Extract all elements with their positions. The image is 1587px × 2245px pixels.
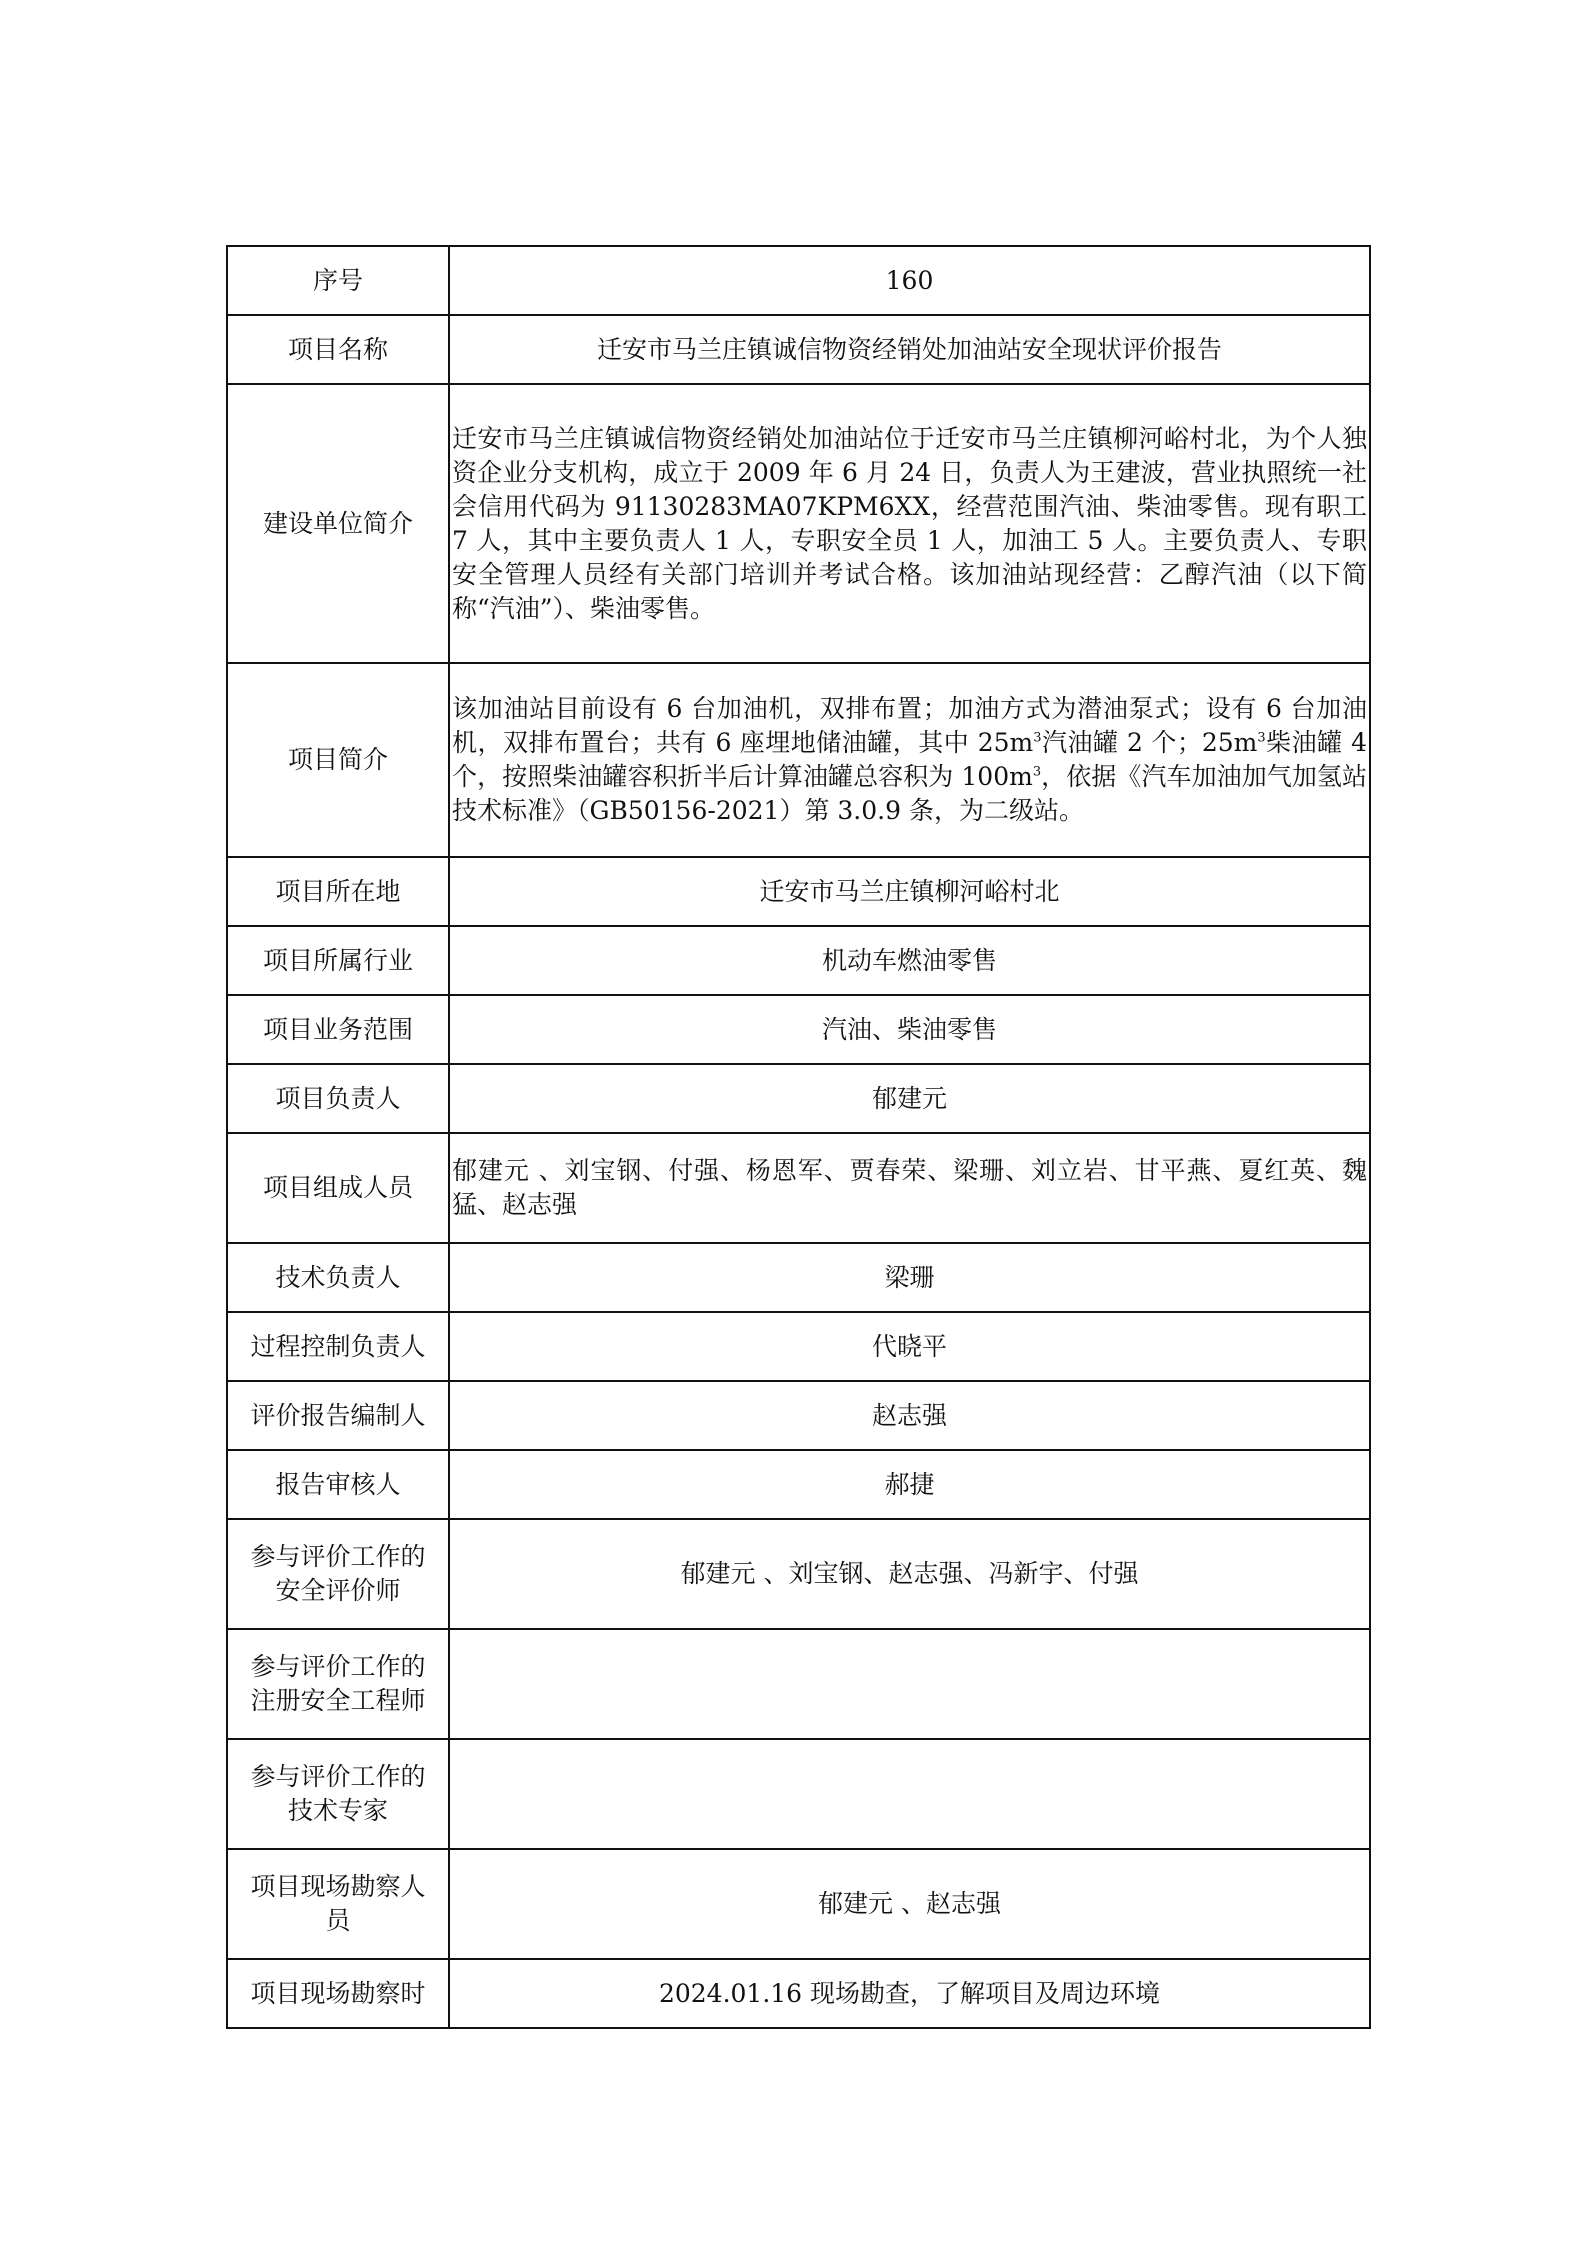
row-label: [227, 1629, 449, 1739]
row-label: 项目所属行业: [227, 926, 449, 995]
label-line: 参与评价工作的: [250, 1542, 426, 1571]
row-label: 项目所在地: [227, 857, 449, 926]
table-row-project-name: [227, 315, 1370, 384]
table-row-project-lead: [227, 1064, 1370, 1133]
text-fragment: ，依据《汽车加油加气加氢站技术标准》（GB50156-2021）第 3.0.9 条，为二级站。: [452, 762, 1367, 825]
table-row-safety-engineers: [227, 1629, 1370, 1739]
row-label: 项目简介: [227, 663, 449, 857]
row-label: 项目业务范围: [227, 995, 449, 1064]
table-row-location: [227, 857, 1370, 926]
row-label: [227, 1739, 449, 1849]
row-value: 2024.01.16 现场勘查，了解项目及周边环境: [449, 1959, 1370, 2028]
row-label: 项目负责人: [227, 1064, 449, 1133]
report-sheet: [226, 245, 1369, 2029]
table-row-report-author: [227, 1381, 1370, 1450]
row-label: 项目现场勘察时: [227, 1959, 449, 2028]
row-value: [449, 1629, 1370, 1739]
label-line: 项目现场勘察人: [250, 1872, 426, 1901]
label-line: 员: [325, 1906, 351, 1935]
table-row-project-intro: [227, 663, 1370, 857]
table-row-team-members: [227, 1133, 1370, 1243]
row-label: 建设单位简介: [227, 384, 449, 663]
row-value: 郝捷: [449, 1450, 1370, 1519]
row-label: 项目组成人员: [227, 1133, 449, 1243]
row-value: 郁建元 、刘宝钢、赵志强、冯新宇、付强: [449, 1519, 1370, 1629]
row-value: 郁建元: [449, 1064, 1370, 1133]
superscript: 3: [1257, 730, 1266, 746]
label-line: 注册安全工程师: [250, 1686, 426, 1715]
row-value: [449, 663, 1370, 857]
row-label: 序号: [227, 246, 449, 315]
table-row-site-survey-staff: [227, 1849, 1370, 1959]
table-row-site-survey-time: [227, 1959, 1370, 2028]
row-label: [227, 1519, 449, 1629]
table-row-tech-lead: [227, 1243, 1370, 1312]
row-value: 郁建元 、赵志强: [449, 1849, 1370, 1959]
row-value: 代晓平: [449, 1312, 1370, 1381]
table-row-safety-assessors: [227, 1519, 1370, 1629]
row-value: 汽油、柴油零售: [449, 995, 1370, 1064]
row-label: [227, 1849, 449, 1959]
row-value: 梁珊: [449, 1243, 1370, 1312]
table-row-business-scope: [227, 995, 1370, 1064]
row-label: 项目名称: [227, 315, 449, 384]
row-value: 机动车燃油零售: [449, 926, 1370, 995]
row-value: 迁安市马兰庄镇柳河峪村北: [449, 857, 1370, 926]
label-line: 安全评价师: [275, 1576, 401, 1605]
row-label: 评价报告编制人: [227, 1381, 449, 1450]
table-row-process-control-lead: [227, 1312, 1370, 1381]
row-label: 报告审核人: [227, 1450, 449, 1519]
table-row-report-reviewer: [227, 1450, 1370, 1519]
label-line: 参与评价工作的: [250, 1652, 426, 1681]
row-value: 迁安市马兰庄镇诚信物资经销处加油站位于迁安市马兰庄镇柳河峪村北，为个人独资企业分支机构，成立于 2009 年 6 月 24 日，负责人为王建波，营业执照统一社会信用代码为 91130283MA07KPM6XX，经营范围汽油、柴油零售。现有职工 7 人，其中主要负责人 1 人，专职安全员 1 人，加油工 5 人。主要负责人、专职安全管理人员经有关部门培训并考试合格。该加油站现经营：乙醇汽油（以下简称“汽油”）、柴油零售。: [449, 384, 1370, 663]
row-label: 技术负责人: [227, 1243, 449, 1312]
row-label: 过程控制负责人: [227, 1312, 449, 1381]
table-row-serial: [227, 246, 1370, 315]
text-fragment: 柴油罐 4 个，按照柴油罐容积折半后计算油罐总容积为 100m: [452, 728, 1368, 791]
superscript: 3: [1032, 764, 1042, 780]
row-value: 郁建元 、刘宝钢、付强、杨恩军、贾春荣、梁珊、刘立岩、甘平燕、夏红英、魏猛、赵志强: [449, 1133, 1370, 1243]
label-line: 技术专家: [287, 1796, 388, 1825]
label-line: 参与评价工作的: [250, 1762, 426, 1791]
text-fragment: 汽油罐 2 个；25m: [1041, 728, 1258, 757]
text-fragment: 该加油站目前设有 6 台加油机，双排布置；加油方式为潜油泵式；设有 6 台加油机，双排布置台；共有 6 座埋地储油罐，其中 25m: [452, 694, 1367, 757]
row-value: 160: [449, 246, 1370, 315]
row-value: 赵志强: [449, 1381, 1370, 1450]
project-info-table: [226, 245, 1371, 2029]
table-row-industry: [227, 926, 1370, 995]
table-row-tech-experts: [227, 1739, 1370, 1849]
row-value: [449, 1739, 1370, 1849]
row-value: 迁安市马兰庄镇诚信物资经销处加油站安全现状评价报告: [449, 315, 1370, 384]
superscript: 3: [1033, 730, 1042, 746]
table-row-unit-intro: [227, 384, 1370, 663]
